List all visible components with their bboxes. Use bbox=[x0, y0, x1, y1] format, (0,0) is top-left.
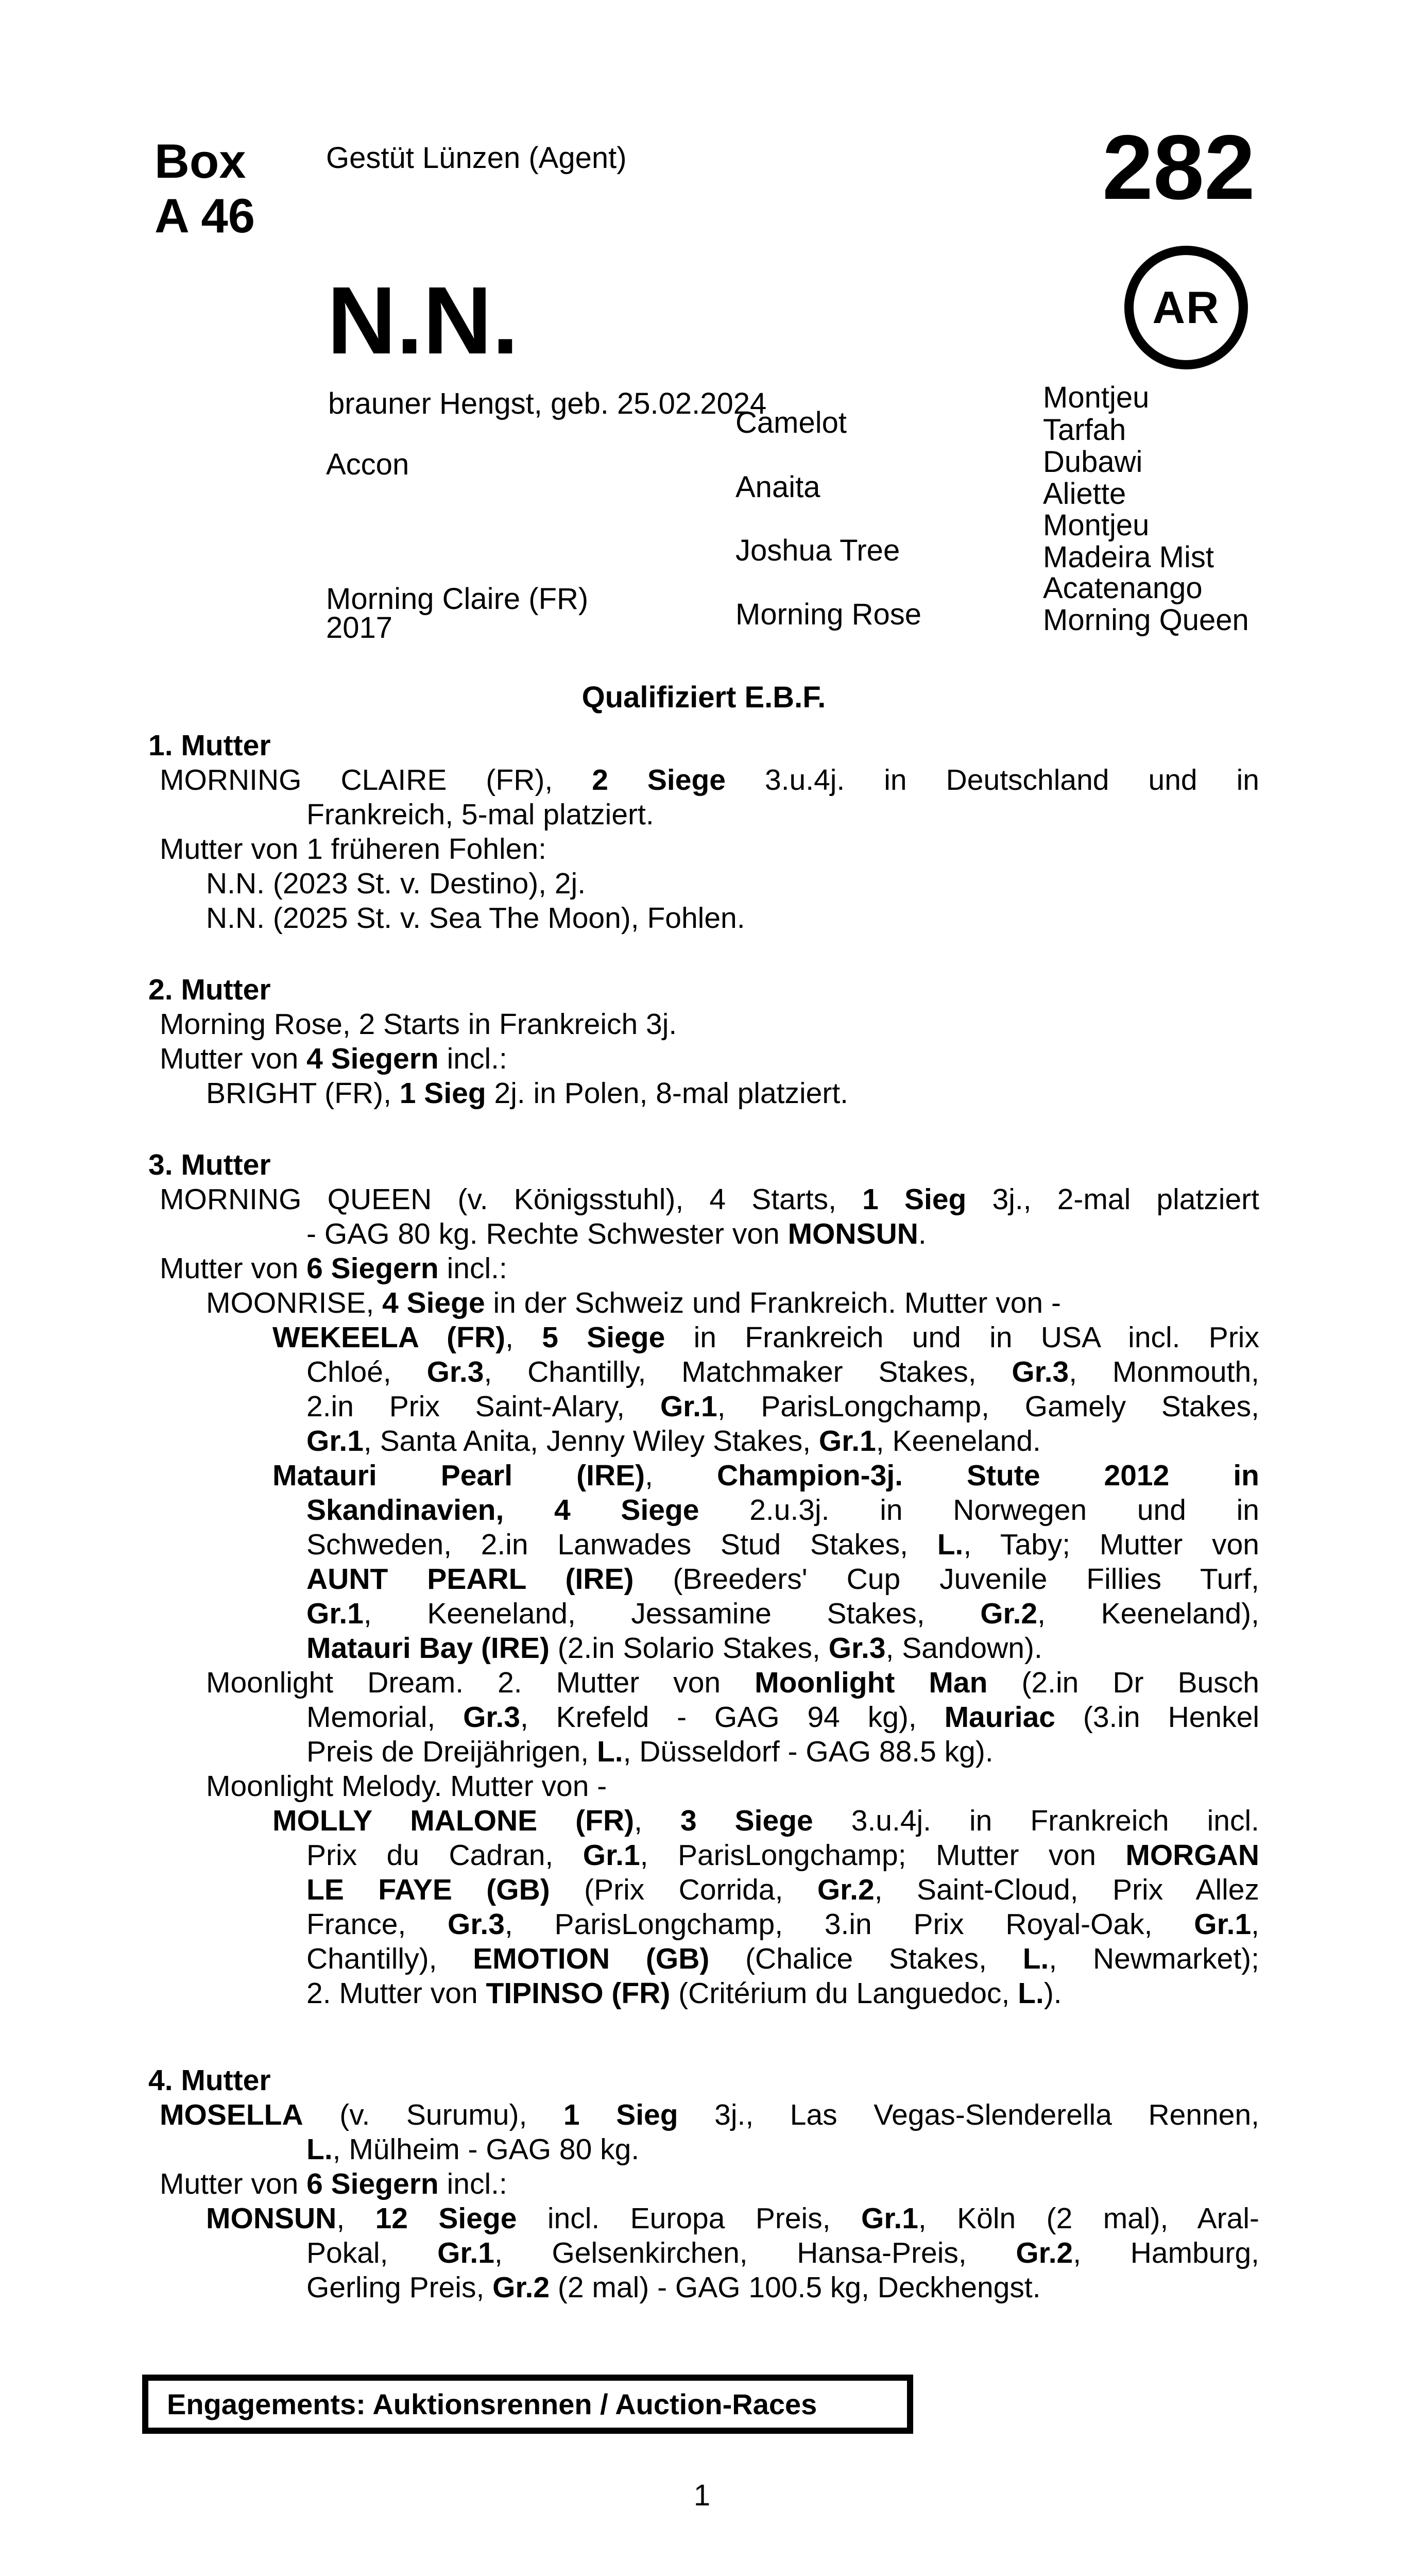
pedigree-gp7: Acatenango bbox=[1043, 571, 1203, 605]
text-segment: MOONRISE, bbox=[206, 1286, 383, 1319]
text-segment: Gr.3 bbox=[463, 1701, 520, 1734]
pedigree-sire-dam: Anaita bbox=[735, 470, 820, 504]
text-line bbox=[160, 1251, 1259, 1286]
text-segment: , Gelsenkirchen, Hansa-Preis, bbox=[494, 2236, 1016, 2269]
text-segment: Mutter von bbox=[160, 2167, 307, 2200]
text-segment: Chantilly), bbox=[306, 1942, 473, 1975]
text-line bbox=[306, 1976, 1259, 2011]
text-line bbox=[306, 1838, 1259, 1873]
consignor-name: Gestüt Lünzen (Agent) bbox=[326, 141, 627, 175]
text-segment: Gr.2 bbox=[817, 1873, 875, 1906]
text-line bbox=[206, 2201, 1259, 2236]
text-segment: Champion-3j. Stute 2012 in bbox=[717, 1459, 1259, 1492]
pedigree-gp4: Aliette bbox=[1043, 477, 1126, 511]
text-segment: MORGAN bbox=[1125, 1839, 1260, 1872]
text-segment: 5 Siege bbox=[542, 1321, 665, 1354]
engagements-label: Engagements: Auktionsrennen / Auction-Races bbox=[167, 2387, 817, 2420]
mutter-section bbox=[148, 1148, 1259, 2011]
pedigree-sire-sire: Camelot bbox=[735, 406, 847, 439]
text-segment: (Prix Corrida, bbox=[550, 1873, 817, 1906]
mutter-section bbox=[148, 728, 1259, 936]
text-segment: - GAG 80 kg. Rechte Schwester von bbox=[306, 1217, 788, 1250]
pedigree-dam: Morning Claire (FR) bbox=[326, 582, 589, 616]
text-segment: , Monmouth, bbox=[1069, 1355, 1260, 1388]
text-segment: MONSUN bbox=[787, 1217, 918, 1250]
text-segment: Skandinavien, 4 Siege bbox=[306, 1494, 699, 1527]
box-number: A 46 bbox=[155, 189, 255, 243]
text-segment: 6 Siegern bbox=[306, 1252, 439, 1285]
text-segment: , ParisLongchamp; Mutter von bbox=[640, 1839, 1126, 1872]
pedigree-gp3: Dubawi bbox=[1043, 445, 1143, 479]
section-heading: 2. Mutter bbox=[148, 973, 271, 1006]
pedigree-gp5: Montjeu bbox=[1043, 509, 1150, 542]
pedigree-gp1: Montjeu bbox=[1043, 381, 1150, 414]
text-line bbox=[306, 1597, 1259, 1631]
text-segment: N.N. (2025 St. v. Sea The Moon), Fohlen. bbox=[206, 902, 745, 935]
box-label: Box bbox=[155, 134, 246, 188]
text-segment: Gr.1 bbox=[818, 1425, 876, 1458]
text-segment: , ParisLongchamp, Gamely Stakes, bbox=[717, 1390, 1259, 1423]
text-segment: Morning Rose, 2 Starts in Frankreich 3j. bbox=[160, 1008, 677, 1041]
text-line bbox=[306, 1631, 1259, 1666]
text-segment: (Chalice Stakes, bbox=[709, 1942, 1023, 1975]
text-segment: 6 Siegern bbox=[306, 2167, 439, 2200]
text-line bbox=[160, 2167, 1259, 2201]
text-segment: Gr.2 bbox=[492, 2271, 550, 2304]
text-segment: EMOTION (GB) bbox=[473, 1942, 710, 1975]
text-segment: , Köln (2 mal), Aral- bbox=[918, 2202, 1260, 2235]
text-line bbox=[206, 1769, 1259, 1804]
text-line bbox=[306, 2270, 1259, 2305]
ar-brand-icon bbox=[1124, 246, 1248, 369]
text-segment: , Keeneland, Jessamine Stakes, bbox=[363, 1597, 981, 1630]
text-segment: N.N. (2023 St. v. Destino), 2j. bbox=[206, 867, 586, 900]
text-segment: in Frankreich und in USA incl. Prix bbox=[665, 1321, 1259, 1354]
text-segment: 12 Siege bbox=[375, 2202, 517, 2235]
text-segment: 3 Siege bbox=[680, 1804, 813, 1837]
text-segment: Gr.3 bbox=[448, 1908, 505, 1941]
text-line bbox=[306, 1562, 1259, 1597]
text-segment: LE FAYE (GB) bbox=[306, 1873, 550, 1906]
text-segment: , Keeneland), bbox=[1037, 1597, 1260, 1630]
text-segment: MORNING CLAIRE (FR), bbox=[160, 764, 592, 796]
text-segment: Gerling Preis, bbox=[306, 2271, 493, 2304]
text-segment: AUNT PEARL (IRE) bbox=[306, 1563, 634, 1596]
text-segment: Gr.1 bbox=[861, 2202, 918, 2235]
text-segment: Pokal, bbox=[306, 2236, 438, 2269]
text-segment: WEKEELA (FR) bbox=[272, 1321, 506, 1354]
text-segment: in der Schweiz und Frankreich. Mutter von - bbox=[485, 1286, 1061, 1319]
text-segment: 3j., 2-mal platziert bbox=[966, 1183, 1259, 1216]
text-line bbox=[272, 1804, 1259, 1838]
text-segment: MORNING QUEEN (v. Königsstuhl), 4 Starts, bbox=[160, 1183, 863, 1216]
text-segment: MOSELLA bbox=[160, 2098, 303, 2131]
text-segment: , Krefeld - GAG 94 kg), bbox=[520, 1701, 945, 1734]
text-segment: TIPINSO (FR) bbox=[486, 1977, 671, 2010]
text-segment: Prix du Cadran, bbox=[306, 1839, 583, 1872]
text-segment: (2.in Solario Stakes, bbox=[549, 1632, 829, 1665]
text-segment: , bbox=[634, 1804, 680, 1837]
pedigree-sire: Accon bbox=[326, 448, 409, 481]
text-line bbox=[206, 1076, 1259, 1111]
ar-badge-label: AR bbox=[1152, 282, 1220, 333]
text-line bbox=[306, 798, 1259, 832]
text-line bbox=[206, 867, 1259, 901]
text-segment: MOLLY MALONE (FR) bbox=[272, 1804, 635, 1837]
text-segment: , Sandown). bbox=[885, 1632, 1042, 1665]
text-segment: , Hamburg, bbox=[1073, 2236, 1259, 2269]
text-segment: Matauri Bay (IRE) bbox=[306, 1632, 550, 1665]
text-segment: , Taby; Mutter von bbox=[963, 1528, 1259, 1561]
text-line bbox=[206, 1286, 1259, 1320]
text-segment: Gr.1 bbox=[660, 1390, 717, 1423]
text-segment: incl.: bbox=[438, 1252, 507, 1285]
text-segment: Gr.3 bbox=[426, 1355, 484, 1388]
text-line bbox=[306, 1700, 1259, 1735]
text-segment: (2.in Dr Busch bbox=[987, 1666, 1259, 1699]
text-line bbox=[160, 1182, 1259, 1217]
text-segment: (v. Surumu), bbox=[303, 2098, 563, 2131]
text-segment: , Saint-Cloud, Prix Allez bbox=[874, 1873, 1259, 1906]
text-segment: Gr.1 bbox=[1194, 1908, 1252, 1941]
text-line bbox=[306, 1424, 1259, 1459]
text-segment: 2. Mutter von bbox=[306, 1977, 486, 2010]
pedigree-gp6: Madeira Mist bbox=[1043, 540, 1214, 574]
text-segment: Gr.1 bbox=[306, 1597, 364, 1630]
horse-name: N.N. bbox=[327, 267, 519, 374]
section-heading: 4. Mutter bbox=[148, 2064, 271, 2097]
text-segment: , ParisLongchamp, 3.in Prix Royal-Oak, bbox=[504, 1908, 1194, 1941]
text-segment: (2 mal) - GAG 100.5 kg, Deckhengst. bbox=[550, 2271, 1041, 2304]
text-segment: Gr.2 bbox=[1016, 2236, 1073, 2269]
text-line bbox=[160, 1007, 1259, 1042]
text-line bbox=[306, 1217, 1259, 1251]
text-line bbox=[306, 1528, 1259, 1562]
text-line bbox=[272, 1320, 1259, 1355]
text-segment: 4 Siege bbox=[382, 1286, 485, 1319]
text-segment: L. bbox=[937, 1528, 964, 1561]
text-segment: Moonlight Dream. 2. Mutter von bbox=[206, 1666, 755, 1699]
text-segment: (Breeders' Cup Juvenile Fillies Turf, bbox=[633, 1563, 1259, 1596]
page-number: 1 bbox=[693, 2479, 711, 2512]
text-segment: France, bbox=[306, 1908, 448, 1941]
text-line bbox=[160, 832, 1259, 867]
text-segment: 1 Sieg bbox=[563, 2098, 678, 2131]
text-segment: 1 Sieg bbox=[399, 1077, 486, 1110]
text-line bbox=[306, 1873, 1259, 1907]
mutter-section bbox=[148, 2063, 1259, 2305]
text-segment: Moonlight Man bbox=[755, 1666, 988, 1699]
text-segment: , bbox=[505, 1321, 542, 1354]
text-line bbox=[206, 901, 1259, 936]
text-segment: incl. Europa Preis, bbox=[517, 2202, 861, 2235]
text-segment: Mutter von 1 früheren Fohlen: bbox=[160, 833, 546, 866]
text-segment: , bbox=[645, 1459, 717, 1492]
text-segment: 3.u.4j. in Frankreich incl. bbox=[813, 1804, 1259, 1837]
text-segment: Mauriac bbox=[944, 1701, 1055, 1734]
text-line bbox=[272, 1459, 1259, 1493]
lot-number: 282 bbox=[1102, 116, 1255, 218]
text-segment: . bbox=[918, 1217, 927, 1250]
text-segment: , Keeneland. bbox=[876, 1425, 1041, 1458]
text-segment: 2.u.3j. in Norwegen und in bbox=[699, 1494, 1259, 1527]
text-segment: Gr.1 bbox=[583, 1839, 640, 1872]
text-segment: L. bbox=[1022, 1942, 1049, 1975]
text-segment: 4 Siegern bbox=[306, 1042, 439, 1075]
text-line bbox=[160, 2098, 1259, 2132]
text-segment: (Critérium du Languedoc, bbox=[670, 1977, 1018, 2010]
text-segment: , bbox=[1251, 1908, 1259, 1941]
text-segment: Mutter von bbox=[160, 1252, 307, 1285]
text-segment: Memorial, bbox=[306, 1701, 464, 1734]
text-segment: ). bbox=[1043, 1977, 1062, 2010]
text-segment: Matauri Pearl (IRE) bbox=[272, 1459, 645, 1492]
text-line bbox=[306, 2132, 1259, 2167]
text-segment: Frankreich, 5-mal platziert. bbox=[306, 798, 654, 831]
text-segment: L. bbox=[306, 2133, 333, 2166]
text-segment: incl.: bbox=[438, 1042, 507, 1075]
mutter-section bbox=[148, 973, 1259, 1111]
text-segment: , Santa Anita, Jenny Wiley Stakes, bbox=[363, 1425, 819, 1458]
text-segment: 2j. in Polen, 8-mal platziert. bbox=[486, 1077, 849, 1110]
text-segment: L. bbox=[1018, 1977, 1044, 2010]
text-segment: 2 Siege bbox=[592, 764, 726, 796]
text-segment: Mutter von bbox=[160, 1042, 307, 1075]
text-segment: Moonlight Melody. Mutter von - bbox=[206, 1770, 607, 1803]
pedigree-dam-year: 2017 bbox=[326, 611, 393, 645]
pedigree-gp2: Tarfah bbox=[1043, 413, 1126, 447]
text-line bbox=[306, 1735, 1259, 1769]
horse-details: brauner Hengst, geb. 25.02.2024 bbox=[328, 387, 767, 420]
pedigree-dam-dam: Morning Rose bbox=[735, 598, 922, 631]
text-segment: , bbox=[336, 2202, 375, 2235]
text-segment: 1 Sieg bbox=[862, 1183, 967, 1216]
text-segment: Chloé, bbox=[306, 1355, 427, 1388]
text-segment: 3j., Las Vegas-Slenderella Rennen, bbox=[678, 2098, 1260, 2131]
text-line bbox=[306, 1942, 1259, 1976]
text-segment: , Mülheim - GAG 80 kg. bbox=[332, 2133, 640, 2166]
text-segment: , Düsseldorf - GAG 88.5 kg). bbox=[623, 1735, 994, 1768]
text-segment: , Newmarket); bbox=[1049, 1942, 1259, 1975]
text-line bbox=[160, 763, 1259, 798]
pedigree-sections bbox=[148, 728, 1259, 2305]
text-line bbox=[306, 1389, 1259, 1424]
text-line bbox=[306, 1493, 1259, 1528]
text-line bbox=[206, 1666, 1259, 1700]
text-line bbox=[306, 1907, 1259, 1942]
qualification-note: Qualifiziert E.B.F. bbox=[581, 681, 826, 714]
text-line bbox=[306, 2236, 1259, 2270]
text-segment: Gr.2 bbox=[980, 1597, 1038, 1630]
text-line bbox=[160, 1042, 1259, 1076]
section-heading: 3. Mutter bbox=[148, 1148, 271, 1181]
engagements-box bbox=[142, 2375, 913, 2434]
text-segment: Gr.1 bbox=[306, 1425, 364, 1458]
text-segment: L. bbox=[596, 1735, 623, 1768]
text-line bbox=[306, 1355, 1259, 1389]
text-segment: Schweden, 2.in Lanwades Stud Stakes, bbox=[306, 1528, 937, 1561]
text-segment: BRIGHT (FR), bbox=[206, 1077, 400, 1110]
text-segment: MONSUN bbox=[206, 2202, 337, 2235]
section-heading: 1. Mutter bbox=[148, 729, 271, 762]
text-segment: Gr.3 bbox=[828, 1632, 886, 1665]
text-segment: Gr.1 bbox=[437, 2236, 494, 2269]
text-segment: (3.in Henkel bbox=[1055, 1701, 1259, 1734]
text-segment: Preis de Dreijährigen, bbox=[306, 1735, 597, 1768]
text-segment: Gr.3 bbox=[1012, 1355, 1069, 1388]
text-segment: incl.: bbox=[438, 2167, 507, 2200]
pedigree-dam-sire: Joshua Tree bbox=[735, 534, 900, 567]
text-segment: 2.in Prix Saint-Alary, bbox=[306, 1390, 660, 1423]
pedigree-gp8: Morning Queen bbox=[1043, 603, 1249, 637]
text-segment: 3.u.4j. in Deutschland und in bbox=[725, 764, 1259, 796]
text-segment: , Chantilly, Matchmaker Stakes, bbox=[484, 1355, 1012, 1388]
